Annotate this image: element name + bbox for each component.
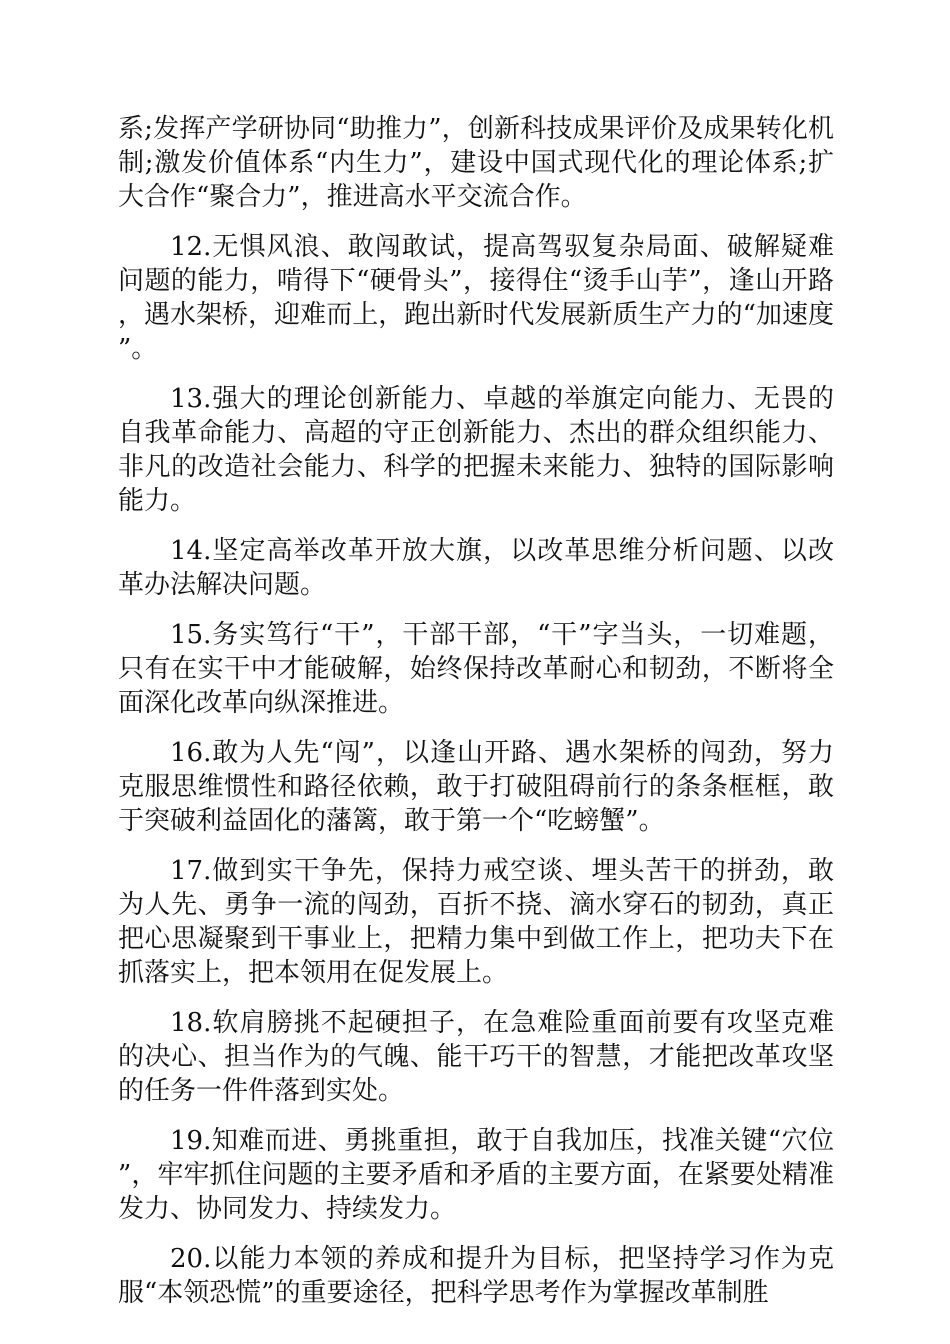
paragraph-16: 16.敢为人先“闯”，以逢山开路、遇水架桥的闯劲，努力克服思维惯性和路径依赖，敢于打破阻碍前行的条条框框，敢于突破利益固化的藩篱，敢于第一个“吃螃蟹”。 (118, 738, 834, 836)
paragraph-14: 14.坚定高举改革开放大旗，以改革思维分析问题、以改革办法解决问题。 (118, 536, 834, 600)
paragraph-15: 15.务实笃行“干”，干部干部，“干”字当头，一切难题，只有在实干中才能破解，始终保持改革耐心和韧劲，不断将全面深化改革向纵深推进。 (118, 620, 834, 718)
paragraph-20: 20.以能力本领的养成和提升为目标，把坚持学习作为克服“本领恐慌”的重要途径，把科学思考作为掌握改革制胜 (118, 1244, 834, 1308)
paragraph-19: 19.知难而进、勇挑重担，敢于自我加压，找准关键“穴位”，牢牢抓住问题的主要矛盾和矛盾的主要方面，在紧要处精准发力、协同发力、持续发力。 (118, 1126, 834, 1224)
paragraph-17: 17.做到实干争先，保持力戒空谈、埋头苦干的拼劲，敢为人先、勇争一流的闯劲，百折不挠、滴水穿石的韧劲，真正把心思凝聚到干事业上，把精力集中到做工作上，把功夫下在抓落实上，把本领用在促发展上。 (118, 856, 834, 988)
document-page (118, 112, 834, 1310)
paragraph-13: 13.强大的理论创新能力、卓越的举旗定向能力、无畏的自我革命能力、高超的守正创新能力、杰出的群众组织能力、非凡的改造社会能力、科学的把握未来能力、独特的国际影响能力。 (118, 384, 834, 516)
paragraph-11-continued: 系;发挥产学研协同“助推力”，创新科技成果评价及成果转化机制;激发价值体系“内生力”，建设中国式现代化的理论体系;扩大合作“聚合力”，推进高水平交流合作。 (118, 114, 834, 212)
paragraph-18: 18.软肩膀挑不起硬担子，在急难险重面前要有攻坚克难的决心、担当作为的气魄、能干巧干的智慧，才能把改革攻坚的任务一件件落到实处。 (118, 1008, 834, 1106)
paragraph-12: 12.无惧风浪、敢闯敢试，提高驾驭复杂局面、破解疑难问题的能力，啃得下“硬骨头”，接得住“烫手山芋”，逢山开路，遇水架桥，迎难而上，跑出新时代发展新质生产力的“加速度”。 (118, 232, 834, 364)
